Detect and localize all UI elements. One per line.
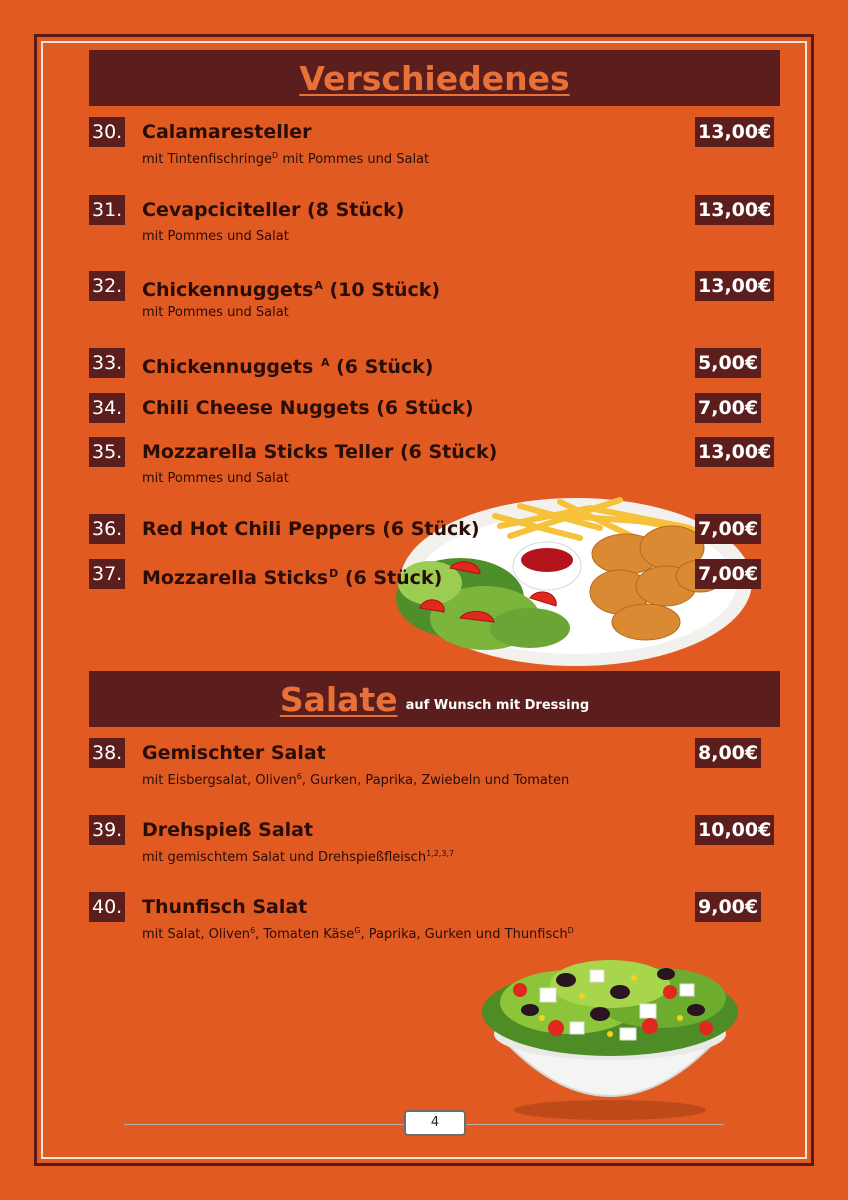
item-number: 31. [89, 195, 125, 225]
item-description: mit Tintenfischringe$^D$ mit Pommes und Salat [142, 151, 430, 167]
item-number: 30. [89, 117, 125, 147]
item-price: 13,00€ [695, 437, 774, 467]
section-title: Salate [279, 679, 398, 719]
item-price: 7,00€ [695, 559, 761, 589]
item-price: 10,00€ [695, 815, 774, 845]
salad-bowl-image [470, 948, 750, 1122]
section-title: Verschiedenes [299, 58, 570, 98]
item-price: 7,00€ [695, 514, 761, 544]
section-banner-salate [89, 671, 780, 727]
item-name: Mozzarella Sticks Teller (6 Stück) [142, 441, 498, 463]
item-number: 37. [89, 559, 125, 589]
item-name: Gemischter Salat [142, 742, 326, 764]
item-price: 8,00€ [695, 738, 761, 768]
item-price: 13,00€ [695, 195, 774, 225]
item-name: Chickennuggets$^A$ (10 Stück) [142, 279, 441, 301]
item-price: 13,00€ [695, 117, 774, 147]
item-description: mit Pommes und Salat [142, 229, 289, 244]
item-name: Calamaresteller [142, 121, 312, 143]
item-name: Cevapciciteller (8 Stück) [142, 199, 405, 221]
item-name: Chili Cheese Nuggets (6 Stück) [142, 397, 474, 419]
item-number: 39. [89, 815, 125, 845]
item-price: 13,00€ [695, 271, 774, 301]
item-number: 34. [89, 393, 125, 423]
item-name: Mozzarella Sticks$^D$ (6 Stück) [142, 567, 443, 589]
item-description: mit Pommes und Salat [142, 305, 289, 320]
item-price: 5,00€ [695, 348, 761, 378]
section-subtitle: auf Wunsch mit Dressing [405, 697, 590, 713]
item-number: 33. [89, 348, 125, 378]
item-number: 32. [89, 271, 125, 301]
page-number: 4 [404, 1110, 466, 1136]
item-description: mit Eisbergsalat, Oliven$^6$, Gurken, Paprika, Zwiebeln und Tomaten [142, 772, 570, 788]
item-number: 35. [89, 437, 125, 467]
section-banner-verschiedenes [89, 50, 780, 106]
item-number: 36. [89, 514, 125, 544]
item-description: mit Pommes und Salat [142, 471, 289, 486]
item-price: 7,00€ [695, 393, 761, 423]
item-number: 40. [89, 892, 125, 922]
item-description: mit Salat, Oliven$^6$, Tomaten Käse$^G$, Paprika, Gurken und Thunfisch$^D$ [142, 926, 574, 942]
item-number: 38. [89, 738, 125, 768]
item-name: Thunfisch Salat [142, 896, 308, 918]
item-description: mit gemischtem Salat und Drehspießfleisch$^{1,2,3,7}$ [142, 849, 455, 865]
item-name: Red Hot Chili Peppers (6 Stück) [142, 518, 480, 540]
item-name: Chickennuggets $^A$ (6 Stück) [142, 356, 434, 378]
item-price: 9,00€ [695, 892, 761, 922]
item-name: Drehspieß Salat [142, 819, 314, 841]
